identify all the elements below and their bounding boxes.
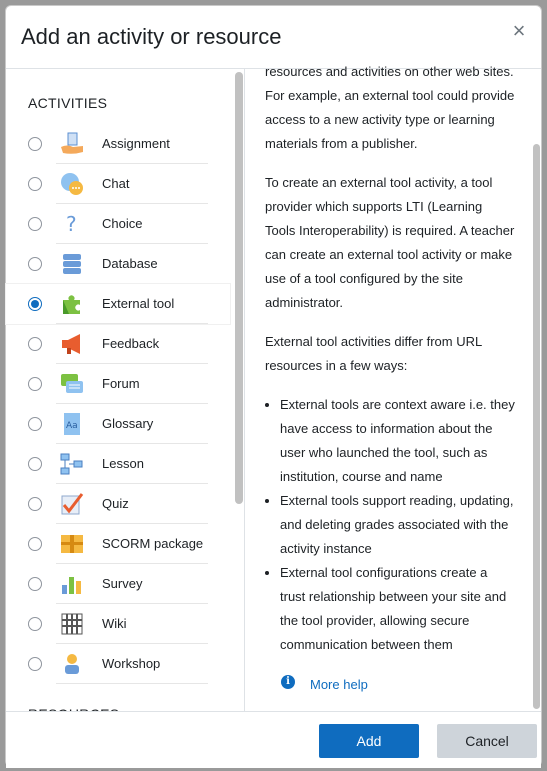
add-button[interactable]: Add bbox=[319, 724, 419, 758]
activity-list-scrollbar[interactable] bbox=[235, 72, 243, 504]
description-paragraph: resources and activities on other web sites. For example, an external tool could provide access to a new activity type or learning materials from a publisher. bbox=[265, 64, 515, 151]
activity-option[interactable] bbox=[6, 324, 230, 364]
chat-icon bbox=[59, 171, 85, 197]
forum-icon bbox=[59, 371, 85, 397]
info-icon: i bbox=[281, 675, 295, 689]
radio-button[interactable] bbox=[28, 257, 42, 271]
radio-button[interactable] bbox=[28, 217, 42, 231]
description-scrollbar[interactable] bbox=[533, 144, 540, 709]
svg-text:?: ? bbox=[66, 212, 77, 236]
activity-option[interactable] bbox=[6, 204, 230, 244]
activity-label: Chat bbox=[102, 176, 130, 191]
radio-button[interactable] bbox=[28, 417, 42, 431]
radio-button[interactable] bbox=[28, 457, 42, 471]
radio-button[interactable] bbox=[28, 377, 42, 391]
activity-label: Database bbox=[102, 256, 158, 271]
activity-label: External tool bbox=[102, 296, 175, 311]
activity-label: Glossary bbox=[102, 416, 154, 431]
external-tool-icon bbox=[59, 291, 85, 317]
activity-option[interactable] bbox=[6, 284, 230, 324]
activity-label: Assignment bbox=[102, 136, 170, 151]
radio-button[interactable] bbox=[28, 577, 42, 591]
glossary-icon bbox=[59, 411, 85, 437]
activity-option[interactable] bbox=[6, 564, 230, 604]
dialog-body bbox=[6, 64, 541, 711]
dialog-title: Add an activity or resource bbox=[21, 24, 282, 49]
activity-label: Quiz bbox=[102, 496, 129, 511]
radio-button[interactable] bbox=[28, 177, 42, 191]
activity-description bbox=[245, 64, 527, 711]
activity-label: Feedback bbox=[102, 336, 160, 351]
list-item: • External tool configurations create a trust relationship between your site and the tool provider, allowing secure communication between them bbox=[280, 561, 515, 657]
activity-list[interactable] bbox=[6, 69, 232, 711]
activity-option[interactable] bbox=[6, 444, 230, 484]
dialog-footer bbox=[6, 711, 541, 768]
activity-label: Forum bbox=[102, 376, 140, 391]
activity-label: SCORM package bbox=[102, 536, 204, 551]
radio-button[interactable] bbox=[28, 297, 42, 311]
activity-label: Wiki bbox=[102, 616, 127, 631]
option-divider bbox=[56, 683, 208, 684]
survey-icon bbox=[59, 571, 85, 597]
radio-button[interactable] bbox=[28, 137, 42, 151]
radio-button[interactable] bbox=[28, 337, 42, 351]
radio-button[interactable] bbox=[28, 537, 42, 551]
activity-label: Lesson bbox=[102, 456, 144, 471]
list-item: • External tools are context aware i.e. they have access to information about the user who launched the tool, such as institution, course and name bbox=[280, 393, 515, 489]
activity-option[interactable] bbox=[6, 604, 230, 644]
radio-button[interactable] bbox=[28, 497, 42, 511]
activity-option[interactable] bbox=[6, 244, 230, 284]
activity-option[interactable] bbox=[6, 164, 230, 204]
svg-text:Aa: Aa bbox=[66, 421, 78, 431]
wiki-icon bbox=[59, 611, 85, 637]
more-help-link[interactable]: More help bbox=[310, 677, 368, 692]
assignment-icon bbox=[59, 131, 85, 157]
feedback-icon bbox=[59, 331, 85, 357]
activity-label: Survey bbox=[102, 576, 143, 591]
scorm-icon bbox=[59, 531, 85, 557]
radio-button[interactable] bbox=[28, 657, 42, 671]
description-bullet-list bbox=[265, 393, 515, 657]
activity-option[interactable] bbox=[6, 364, 230, 404]
list-item: • External tools support reading, updating, and deleting grades associated with the activity instance bbox=[280, 489, 515, 561]
quiz-icon bbox=[59, 491, 85, 517]
description-paragraph: External tool activities differ from URL resources in a few ways: bbox=[265, 334, 482, 373]
activity-option[interactable] bbox=[6, 524, 230, 564]
database-icon bbox=[59, 251, 85, 277]
choice-icon bbox=[59, 211, 85, 237]
description-paragraph: To create an external tool activity, a tool provider which supports LTI (Learning Tools Interoperability) is required. A teacher can create an external tool activity or make use of a tool configured by the site administrator. bbox=[265, 175, 515, 310]
activities-heading: ACTIVITIES bbox=[28, 95, 108, 111]
activity-label: Workshop bbox=[102, 656, 161, 671]
activity-option[interactable] bbox=[6, 484, 230, 524]
workshop-icon bbox=[59, 651, 85, 677]
close-icon[interactable]: × bbox=[512, 18, 526, 43]
radio-button[interactable] bbox=[28, 617, 42, 631]
activity-option[interactable] bbox=[6, 404, 230, 444]
add-activity-dialog bbox=[5, 5, 542, 767]
activity-label: Choice bbox=[102, 216, 143, 231]
activity-option[interactable] bbox=[6, 644, 230, 684]
lesson-icon bbox=[59, 451, 85, 477]
activity-option[interactable] bbox=[6, 124, 230, 164]
cancel-button[interactable]: Cancel bbox=[437, 724, 537, 758]
